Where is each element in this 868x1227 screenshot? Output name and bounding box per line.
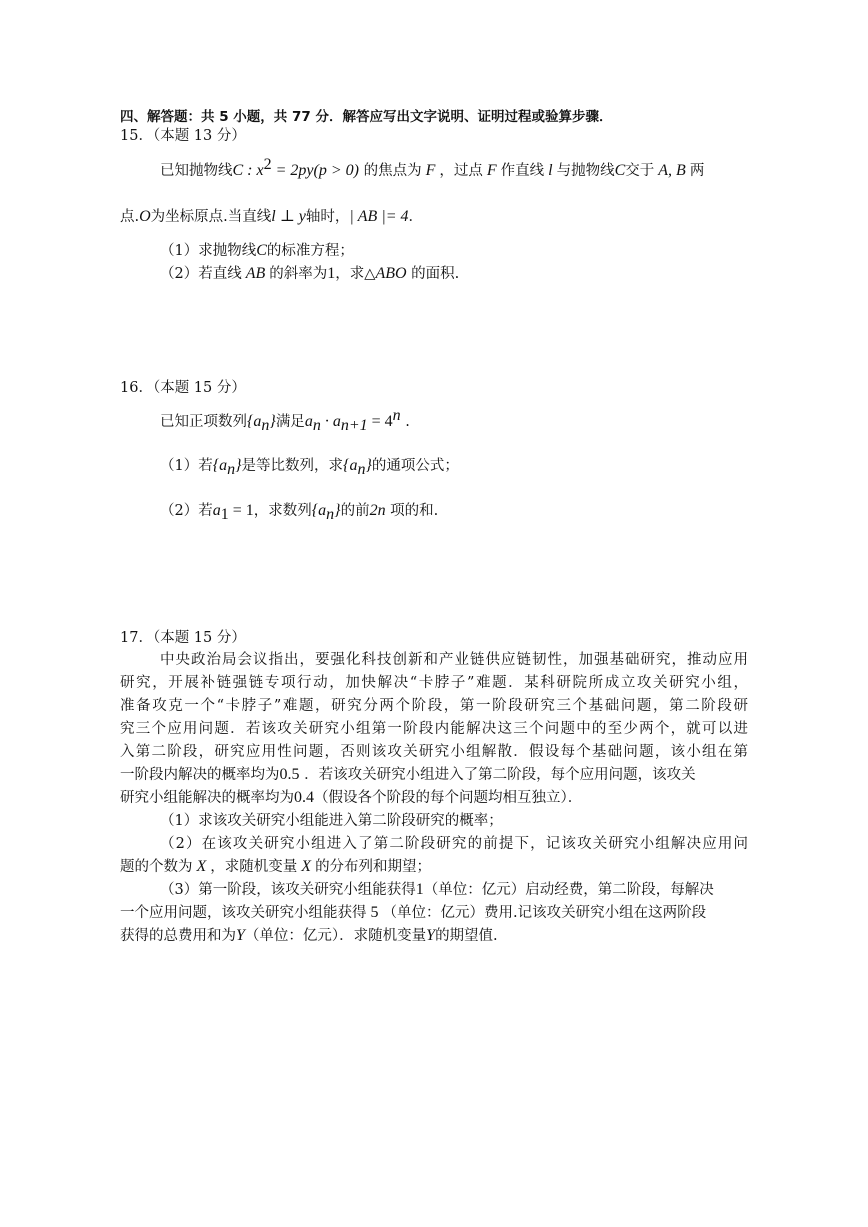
q17-part1: （1）求该攻关研究小组能进入第二阶段研究的概率； xyxy=(160,813,503,829)
section-header: 四、解答题：共 5 小题，共 77 分．解答应写出文字说明、证明过程或验算步骤． xyxy=(120,109,613,125)
q17-para-line6: 一阶段内解决的概率均为0.5 ．若该攻关研究小组进入了第二阶段，每个应用问题，该攻关 xyxy=(120,766,696,783)
q17-para-line7: 研究小组能解决的概率均为0.4（假设各个阶段的每个问题均相互独立）． xyxy=(120,789,583,806)
q17-part2-line1: （2）在该攻关研究小组进入了第二阶段研究的前提下，记该攻关研究小组解决应用问 xyxy=(160,836,748,852)
q17-part3-line3: 获得的总费用和为Y（单位：亿元）．求随机变量Y的期望值. xyxy=(120,927,498,944)
q16-number: 16．（本题 15 分） xyxy=(120,380,246,396)
q16-stem: 已知正项数列$\{a_n\}$满足$a_n \cdot a_{n+1} = 4^n$ . xyxy=(160,407,410,434)
q17-para-line: 准备攻克一个“卡脖子”难题，研究分两个阶段，第一阶段研究三个基础问题，第二阶段研 xyxy=(120,698,748,714)
q17-part2-line2: 题的个数为 X ，求随机变量 X 的分布列和期望； xyxy=(120,858,432,875)
q16-part1: （1）若$\{a_n\}$是等比数列，求$\{a_n\}$的通项公式； xyxy=(160,457,459,478)
q15-part1: （1）求抛物线C的标准方程； xyxy=(160,242,354,259)
q16-part2: （2）若$a_1 = 1$，求数列$\{a_n\}$的前2n 项的和. xyxy=(160,502,439,523)
q17-part3-line2: 一个应用问题，该攻关研究小组能获得 5 （单位：亿元）费用.记该攻关研究小组在这两阶段 xyxy=(120,904,707,921)
q15-part2: （2）若直线 AB 的斜率为1，求△ABO 的面积. xyxy=(160,265,460,282)
q15-number: 15．（本题 13 分） xyxy=(120,128,246,144)
q17-para-line: 入第二阶段，研究应用性问题，否则该攻关研究小组解散．假设每个基础问题，该小组在第 xyxy=(120,744,748,760)
q15-stem-line1: 已知抛物线C : $x^2 = 2py(p > 0)$ 的焦点为 F ，过点 F 作直线 l 与抛物线C交于 A, B 两 xyxy=(160,156,705,179)
q17-number: 17．（本题 15 分） xyxy=(120,630,246,646)
q17-para-line: 中央政治局会议指出，要强化科技创新和产业链供应链韧性，加强基础研究，推动应用 xyxy=(160,652,748,668)
q17-para-line: 研究，开展补链强链专项行动，加快解决“卡脖子”难题．某科研院所成立攻关研究小组， xyxy=(120,675,748,691)
q17-part3-line1: （3）第一阶段，该攻关研究小组能获得1（单位：亿元）启动经费，第二阶段，每解决 xyxy=(160,881,714,898)
q17-para-line: 究三个应用问题．若该攻关研究小组第一阶段内能解决这三个问题中的至少两个，就可以进 xyxy=(120,721,748,737)
q15-stem-line2: 点.O为坐标原点.当直线l ⊥ y轴时，| AB |= 4． xyxy=(120,208,424,225)
